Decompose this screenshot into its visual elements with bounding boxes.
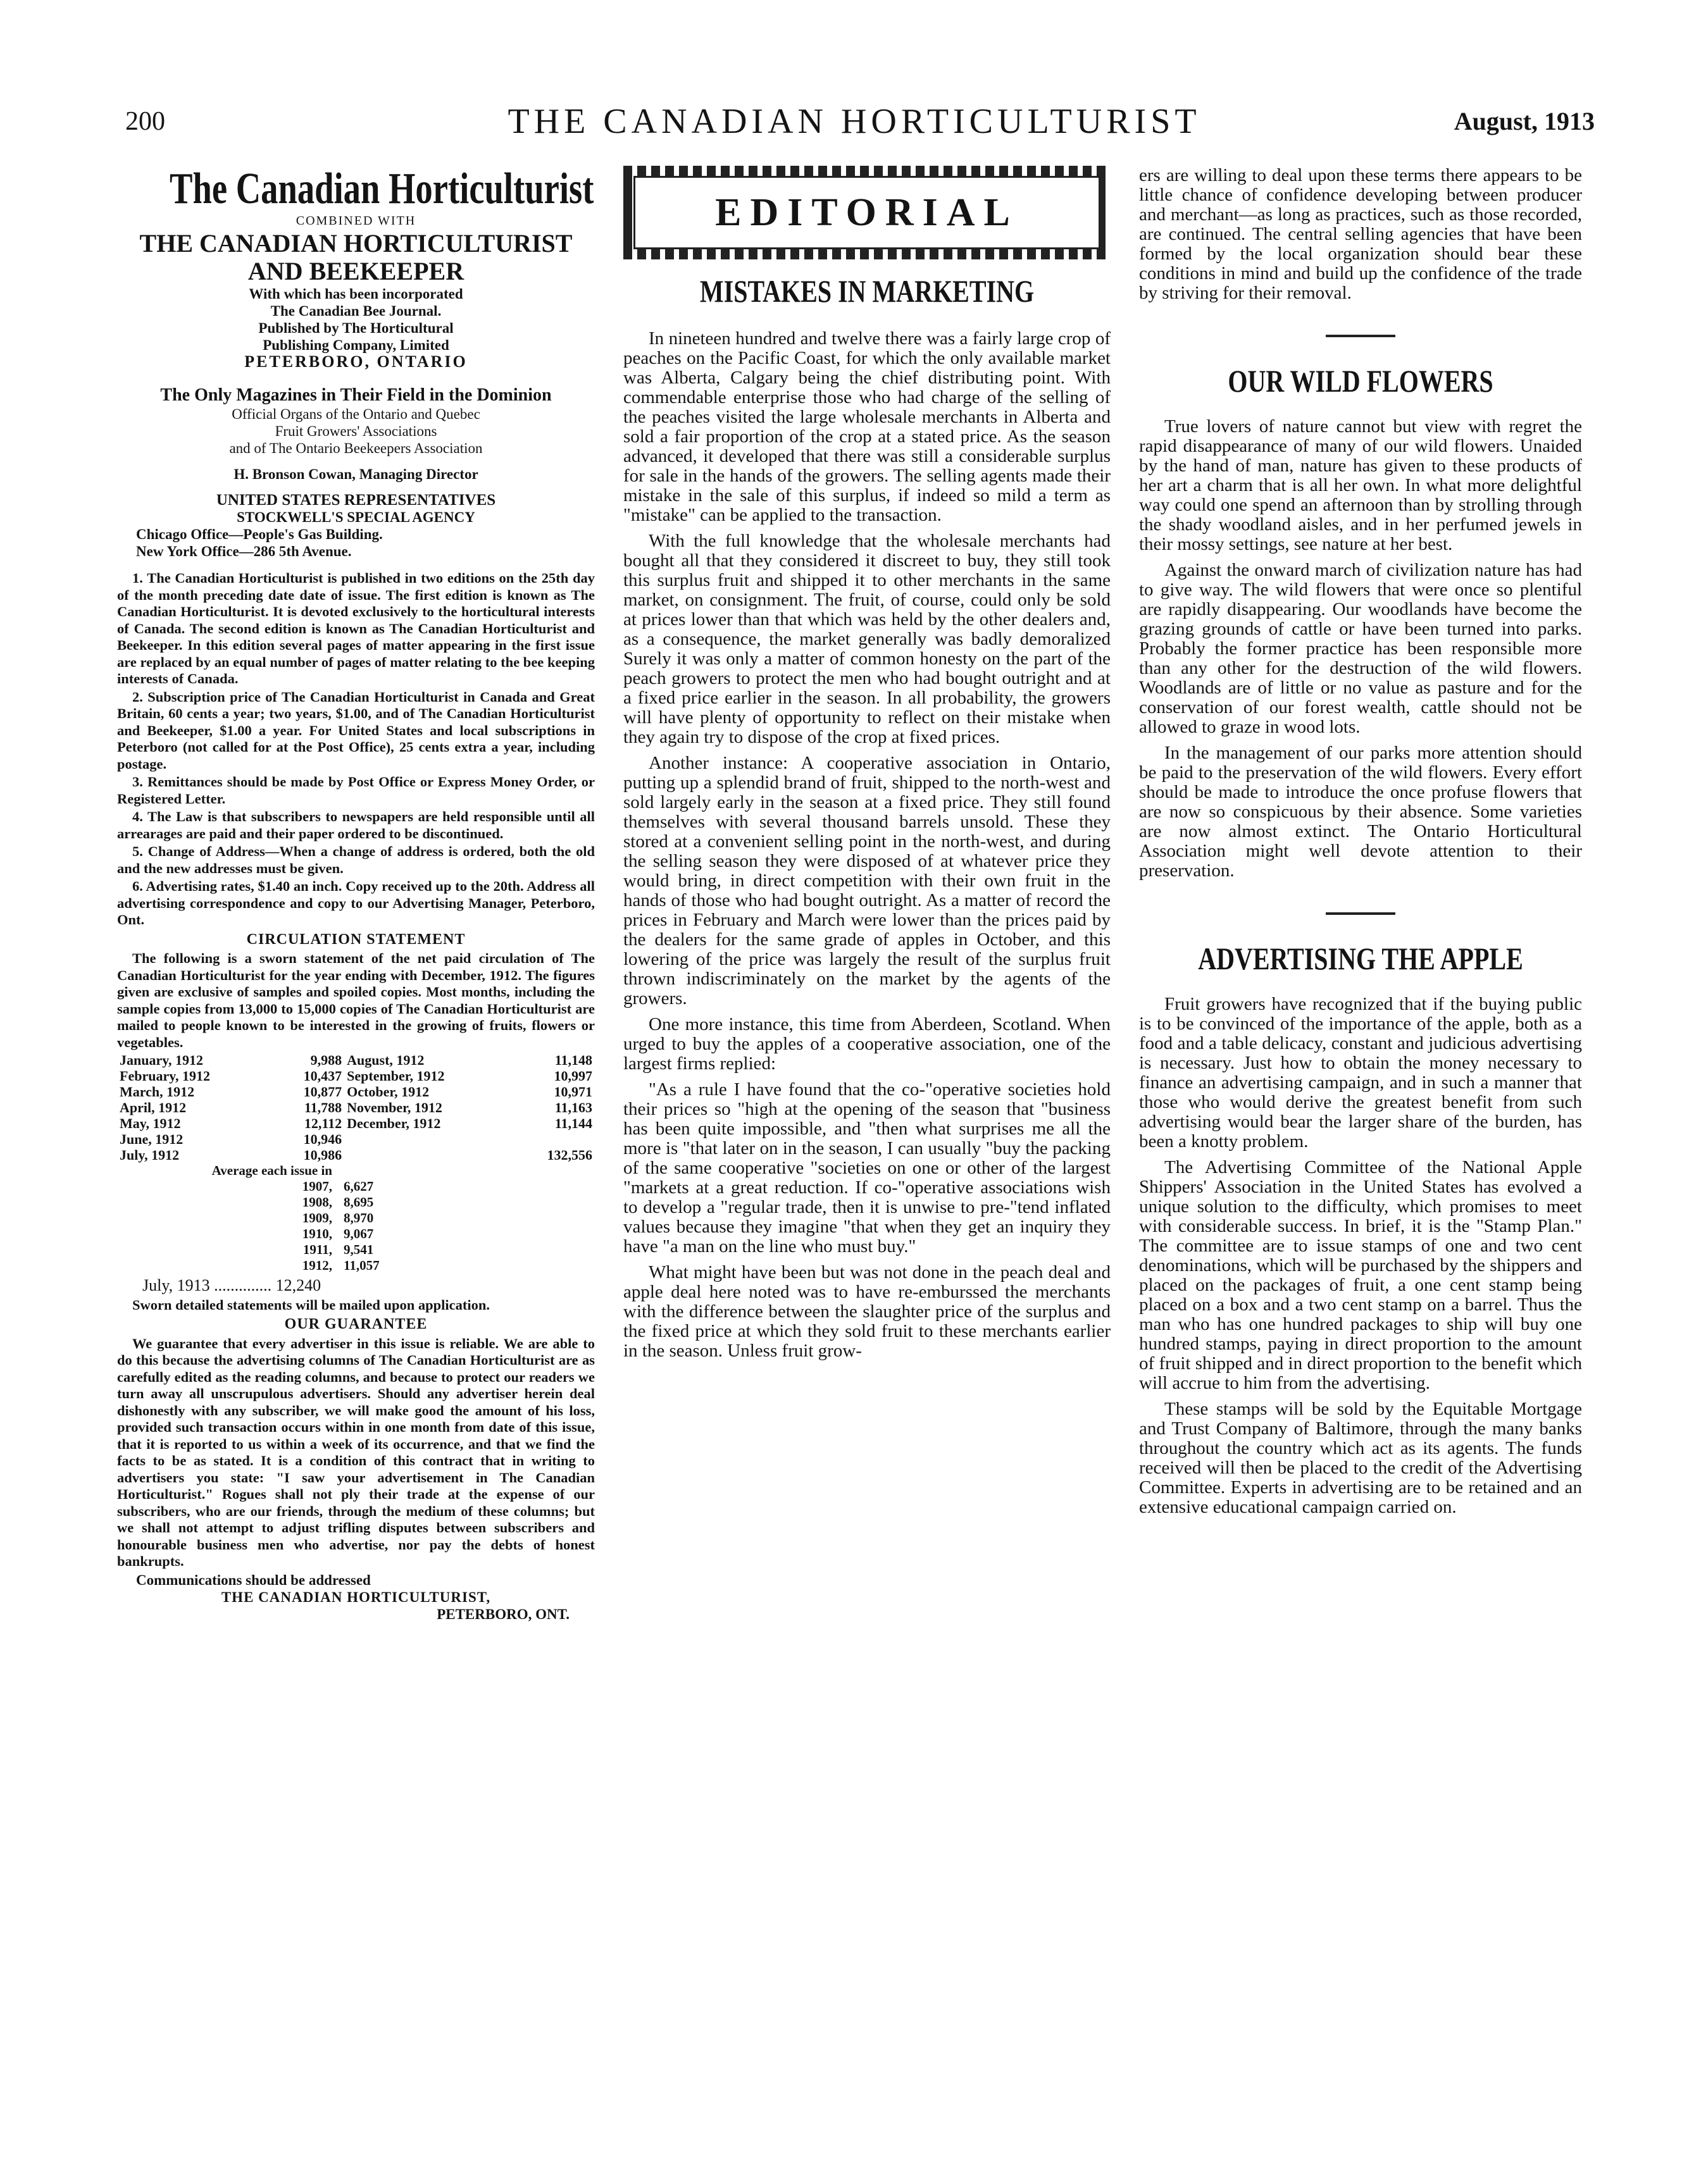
article-heading-apple: ADVERTISING THE APPLE [1198, 941, 1523, 976]
circulation-value: 10,971 [554, 1084, 592, 1100]
editorial-label: EDITORIAL [633, 176, 1100, 249]
circulation-value: 10,946 [303, 1131, 342, 1147]
circulation-month: August, 1912 [347, 1052, 425, 1068]
circulation-month: June, 1912 [120, 1131, 184, 1147]
july-circulation: July, 1913 .............. 12,240 [142, 1276, 321, 1294]
circulation-month: July, 1912 [120, 1147, 180, 1163]
article-heading-flowers: OUR WILD FLOWERS [1228, 363, 1493, 399]
incorporated-line-1: With which has been incorporated [249, 285, 463, 302]
address-line-1: THE CANADIAN HORTICULTURIST, [221, 1589, 491, 1605]
communications-note: Communications should be addressed [136, 1572, 371, 1588]
average-year: 1909, [302, 1210, 332, 1225]
average-value: 8,970 [344, 1210, 374, 1225]
divider [1326, 335, 1395, 337]
average-year: 1908, [302, 1194, 332, 1210]
average-value: 8,695 [344, 1194, 374, 1210]
circulation-value: 9,988 [310, 1052, 342, 1068]
notice-item: 1. The Canadian Horticulturist is published in two editions on the 25th day of the month preceding date date of issue. The first edition is known as The Canadian Horticulturist. It is devoted exclusively to the horticultural interests of Canada. The second edition is known as The Canadian Horticulturist and Beekeeper. In this edition several pages of matter appearing in the first issue are replaced by an equal number of pages of matter relating to the bee keeping interests of Canada. [117, 570, 595, 686]
average-row [117, 1226, 595, 1242]
published-line-1: Published by The Horticultural [258, 320, 454, 336]
article-paragraph: These stamps will be sold by the Equitable Mortgage and Trust Company of Baltimore, through the many banks throughout the country which act as its agents. The funds received will then be placed to the credit of the Advertising Committee. Experts in advertising are to be retained and an extensive educational campaign carried on. [1139, 1399, 1582, 1517]
article-paragraph: What might have been but was not done in the peach deal and apple deal here noted was to have re-emburssed the merchants with the difference between the slaughter price of the surplus and the fixed price at which they sold fruit to these merchants earlier in the season. Unless fruit grow- [623, 1262, 1111, 1361]
circulation-value: 11,148 [554, 1052, 592, 1068]
article-paragraph: Against the onward march of civilization nature has had to give way. The wild flowers that were once so plentiful are rapidly disappearing. Our woodlands have become the grazing grounds of cattle or have been turned into parks. Probably the former practice has been responsible more than any other for the destruction of the wild flowers. Woodlands are of little or no value as pasture and for the conservation of our forest wealth, cattle should not be allowed to graze in wood lots. [1139, 560, 1582, 737]
official-line-3: and of The Ontario Beekeepers Association [229, 440, 483, 456]
chicago-office: Chicago Office—People's Gas Building. [136, 526, 383, 542]
guarantee-text: We guarantee that every advertiser in this issue is reliable. We are able to do this because the advertising columns of The Canadian Horticulturist are as carefully edited as the reading columns, and because to protect our readers we turn away all unscrupulous advertisers. Should any advertiser herein deal dishonestly with any subscriber, we will make good the amount of his loss, provided such transaction occurs within in one month from date of this issue, that it is reported to us within a week of its occurrence, and that we find the facts to be as stated. It is a condition of this contract that in writing to advertisers you state: "I saw your advertisement in The Canadian Horticulturist." Rogues shall not ply their trade at the expense of our subscribers, who are our friends, through the medium of these columns; but we shall not attempt to adjust trifling disputes between subscribers and honourable business men who advertise, nor pay the debts of honest bankrupts. [117, 1335, 595, 1569]
article-paragraph: With the full knowledge that the wholesale merchants had bought all that they considered it discreet to buy, they still took this surplus fruit and shipped it to other merchants in the same market, on consignment. The fruit, of course, could only be sold at prices lower than that which was held by the other dealers and, as a consequence, the market generally was badly demoralized Surely it was only a matter of common honesty on the part of the peach growers to protect the men who had bought outright and at a fixed price earlier in the season. In all probability, the growers will have plenty of opportunity to reflect on their mistake when they again try to dispose of the crop at fixed prices. [623, 531, 1111, 747]
average-value: 6,627 [344, 1179, 374, 1194]
sworn-note: Sworn detailed statements will be mailed upon application. [132, 1296, 490, 1313]
guarantee-heading: OUR GUARANTEE [284, 1316, 428, 1332]
circulation-month: February, 1912 [120, 1068, 210, 1084]
article-paragraph: In nineteen hundred and twelve there was a fairly large crop of peaches on the Pacific Coast, for which the only available market was Alberta, Calgary being the chief distributing point. With commendable enterprise those who had charge of the selling of the peaches visited the large wholesale merchants in Alberta and sold a fair proportion of the crop at a stated price. As the season advanced, it developed that there was still a considerable surplus for sale in the hands of the growers. The selling agents made their mistake in the sale of this surplus, if indeed so mild a term as "mistake" can be applied to the transaction. [623, 328, 1111, 525]
average-year: 1910, [302, 1226, 332, 1241]
average-row [117, 1210, 595, 1226]
circulation-row [117, 1131, 595, 1147]
article-paragraph: One more instance, this time from Aberdeen, Scotland. When urged to buy the apples of a cooperative association, one of the largest firms replied: [623, 1014, 1111, 1074]
publication-place: PETERBORO, ONTARIO [244, 352, 468, 371]
masthead: THE CANADIAN HORTICULTURIST [508, 102, 1201, 141]
average-row [117, 1179, 595, 1194]
circulation-table [117, 1052, 595, 1163]
article-paragraph: ers are willing to deal upon these terms there appears to be little chance of confidence developing between producer and merchant—as long as practices, such as those recorded, are continued. The central selling agencies that have been formed by the local organization should bear these conditions in mind and build up the confidence of the trade by striving for their removal. [1139, 165, 1582, 303]
circulation-value: 11,163 [554, 1100, 592, 1115]
average-row [117, 1242, 595, 1258]
average-value: 9,541 [344, 1242, 374, 1257]
edition-title-1: THE CANADIAN HORTICULTURIST [139, 228, 573, 257]
notice-item: 2. Subscription price of The Canadian Horticulturist in Canada and Great Britain, 60 cents a year; two years, $1.00, and of The Canadian Horticulturist and Beekeeper, $1.00 a year. For United States and local subscriptions in Peterboro (not called for at the Post Office), 25 cents extra a year, including postage. [117, 688, 595, 772]
article-paragraph: Another instance: A cooperative association in Ontario, putting up a splendid brand of fruit, shipped to the north-west and sold largely early in the season at a fixed price. They still found themselves with several thousand barrels unsold. These they stored at a convenient selling point in the north-west, and during the selling season they were disposed of at whatever price they would bring, in direct competition with their own fruit in the hands of those who had bought outright. As a matter of record the prices in February and March were lower than the prices paid by the dealers for the same grade of apples in October, and this lowering of the price was largely the result of the surplus fruit thrown indiscriminately on the market by the agents of the growers. [623, 753, 1111, 1008]
circulation-value: 10,877 [303, 1084, 342, 1100]
circulation-value: 10,997 [554, 1068, 592, 1084]
circulation-row [117, 1068, 595, 1084]
editorial-column [623, 166, 1111, 1367]
issue-date: August, 1913 [1454, 107, 1595, 135]
circulation-value: 11,144 [554, 1115, 592, 1131]
average-year: 1912, [302, 1258, 332, 1273]
editorial-banner [623, 166, 1111, 259]
average-value: 11,057 [344, 1258, 380, 1273]
circulation-row [117, 1100, 595, 1115]
page-header [114, 101, 1595, 146]
notice-item: 3. Remittances should be made by Post Office or Express Money Order, or Registered Letter. [117, 774, 595, 807]
circulation-month: November, 1912 [347, 1100, 442, 1115]
article-paragraph: Fruit growers have recognized that if the buying public is to be convinced of the importance of the apple, both as a food and a table delicacy, constant and judicious advertising is necessary. Just how to obtain the money necessary to finance an advertising campaign, and in such a manner that those who would derive the greatest benefit from such advertising would bear the larger share of the burden, has been a knotty problem. [1139, 994, 1582, 1151]
circulation-row [117, 1052, 595, 1068]
average-label: Average each issue in [211, 1163, 332, 1178]
average-value: 9,067 [344, 1226, 374, 1241]
article-paragraph: True lovers of nature cannot but view with regret the rapid disappearance of many of our wild flowers. Unaided by the hand of man, nature has given to these products of her art a charm that is all her own. In what more delightful way could one spend an afternoon than by strolling through the shady woodland aisles, and in her perfumed jewels in their mossy settings, see nature at her best. [1139, 416, 1582, 554]
circulation-row [117, 1115, 595, 1131]
published-line-2: Publishing Company, Limited [263, 337, 449, 353]
official-line-1: Official Organs of the Ontario and Quebec [232, 406, 480, 422]
average-row [117, 1258, 595, 1274]
us-agency: STOCKWELL'S SPECIAL AGENCY [237, 509, 475, 525]
article-heading-marketing: MISTAKES IN MARKETING [699, 273, 1035, 309]
circulation-month: April, 1912 [120, 1100, 187, 1115]
circulation-month: January, 1912 [120, 1052, 204, 1068]
incorporated-line-2: The Canadian Bee Journal. [270, 302, 442, 319]
circulation-heading: CIRCULATION STATEMENT [246, 931, 466, 948]
publication-title: The Canadian Horticulturist [170, 164, 594, 213]
official-line-2: Fruit Growers' Associations [275, 423, 437, 439]
only-magazines: The Only Magazines in Their Field in the Dominion [160, 385, 552, 405]
circulation-text: The following is a sworn statement of the net paid circulation of The Canadian Horticulturist for the year ending with December, 1912. The figures given are exclusive of samples and spoiled copies. Most months, including the sample copies from 13,000 to 15,000 copies of The Canadian Horticulturist are mailed to people known to be interested in the growing of fruits, flowers or vegetables. [117, 950, 595, 1050]
edition-title-2: AND BEEKEEPER [247, 256, 464, 285]
combined-with: COMBINED WITH [296, 214, 416, 228]
circulation-value: 12,112 [304, 1115, 342, 1131]
right-column [1139, 166, 1582, 1523]
circulation-value: 11,788 [304, 1100, 342, 1115]
article-quote: "As a rule I have found that the co-"operative societies hold their prices so "high at the opening of the season that "business has been quite impossible, and "then what surprises me all the more is "that later on in the season, I can usually "buy the packing of the same cooperative "societies on one or other of the largest "markets at a great reduction. If co-"operative associations wish to develop a "regular trade, then it is unwise to pre-"tend inflated values because they imagine "that when they get an inquiry they have "a man on the line who must buy." [623, 1079, 1111, 1256]
average-year: 1911, [302, 1242, 332, 1257]
article-paragraph: In the management of our parks more attention should be paid to the preservation of the wild flowers. Every effort should be made to introduce the once profuse flowers that are now so conspicuous by their absence. Some varieties are now almost extinct. The Ontario Horticultural Association might well devote attention to their preservation. [1139, 743, 1582, 881]
circulation-value: 132,556 [547, 1147, 592, 1163]
circulation-month: September, 1912 [347, 1068, 445, 1084]
circulation-value [513, 1131, 595, 1147]
average-year: 1907, [302, 1179, 332, 1194]
managing-director: H. Bronson Cowan, Managing Director [234, 466, 478, 482]
notice-item: 6. Advertising rates, $1.40 an inch. Copy received up to the 20th. Address all advertising correspondence and copy to our Advertising Manager, Peterboro, Ont. [117, 878, 595, 928]
article-paragraph: The Advertising Committee of the National Apple Shippers' Association in the United States has evolved a unique solution to the difficulty, which promises to meet with considerable success. In brief, it is the "Stamp Plan." The committee are to issue stamps of one and two cent denominations, which will be purchased by the shippers and placed on the packages of fruit, a one cent stamp being placed on a box and a two cent stamp on a barrel. Thus the man who has one hundred packages to ship will buy one hundred stamps, paying in direct proportion to the amount of fruit shipped and in direct proportion to the benefit which will accrue to him from the advertising. [1139, 1157, 1582, 1393]
circulation-row [117, 1084, 595, 1100]
address-line-2: PETERBORO, ONT. [437, 1606, 570, 1622]
circulation-month: May, 1912 [120, 1115, 181, 1131]
new-york-office: New York Office—286 5th Avenue. [136, 543, 352, 559]
divider [1326, 912, 1395, 915]
circulation-month: March, 1912 [120, 1084, 195, 1100]
average-row [117, 1194, 595, 1210]
circulation-value: 10,437 [303, 1068, 342, 1084]
page-number: 200 [125, 107, 165, 136]
circulation-month: December, 1912 [347, 1115, 441, 1131]
notice-item: 4. The Law is that subscribers to newspapers are held responsible until all arrearages are paid and their paper ordered to be discontinued. [117, 809, 595, 841]
us-representatives: UNITED STATES REPRESENTATIVES [216, 492, 496, 509]
circulation-month: October, 1912 [347, 1084, 430, 1100]
circulation-month [344, 1147, 513, 1163]
circulation-month [344, 1131, 513, 1147]
circulation-row [117, 1147, 595, 1163]
circulation-value: 10,986 [303, 1147, 342, 1163]
notice-item: 5. Change of Address—When a change of address is ordered, both the old and the new addresses must be given. [117, 843, 595, 876]
average-block [117, 1163, 595, 1274]
publisher-column [117, 166, 595, 1623]
